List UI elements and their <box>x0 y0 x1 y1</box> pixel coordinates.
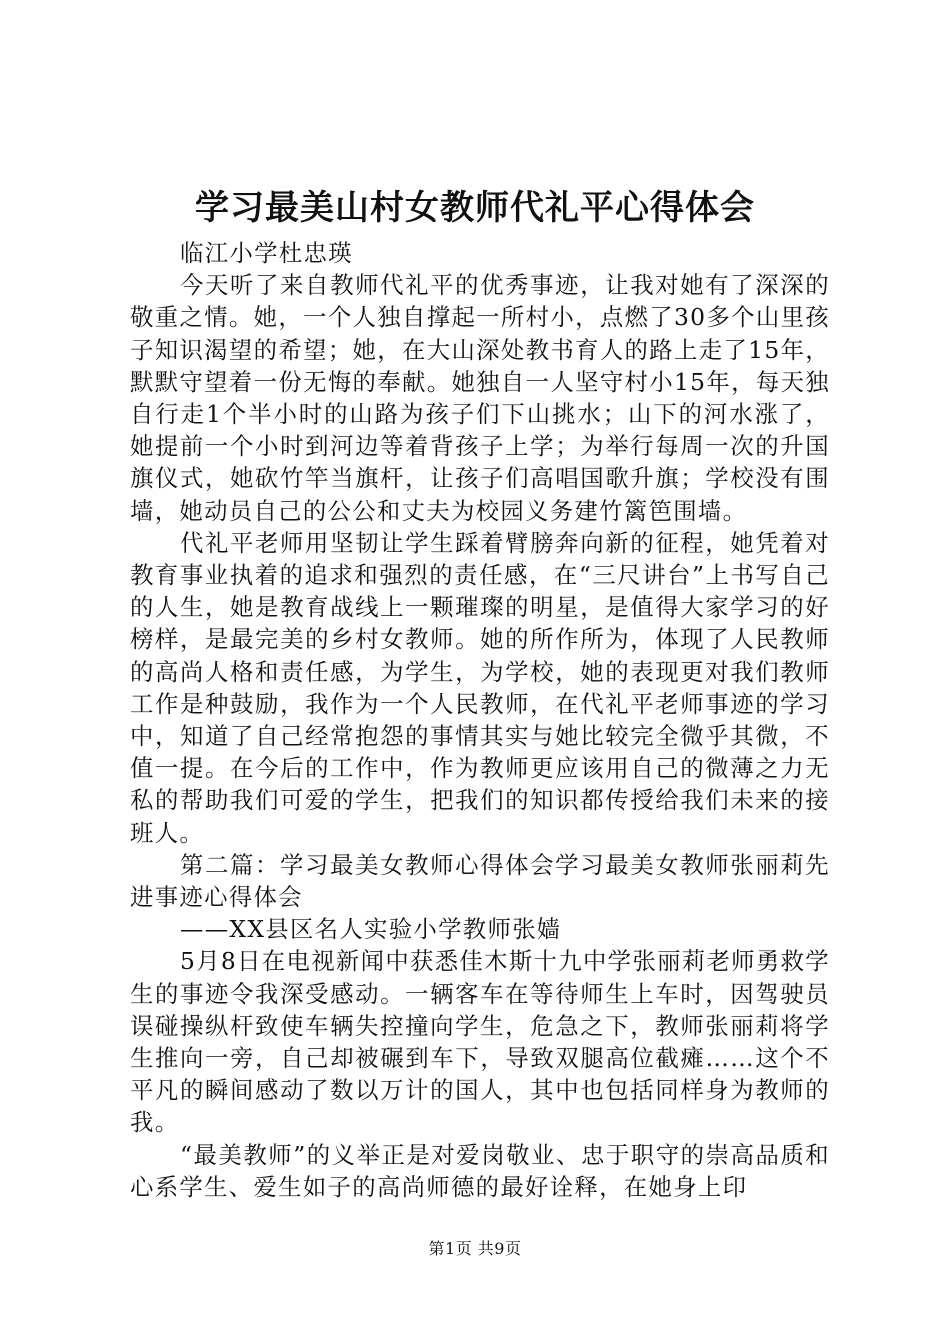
page-title: 学习最美山村女教师代礼平心得体会 <box>195 188 755 228</box>
author-line: ——XX县区名人实验小学教师张嫱 <box>180 915 562 944</box>
paragraph: 代礼平老师用坚韧让学生踩着臂膀奔向新的征程，她凭着对教育事业执着的追求和强烈的责任感，在“三尺讲台”上书写自己的人生，她是教育战线上一颗璀璨的明星，是值得大家学习的好榜样，是最完美的乡村女教师。她的所作所为，体现了人民教师的高尚人格和责任感，为学生，为学校，她的表现更对我们教师工作是种鼓励，我作为一个人民教师，在代礼平老师事迹的学习中，知道了自己经常抱怨的事情其实与她比较完全微乎其微，不值一提。在今后的工作中，作为教师更应该用自己的微薄之力无私的帮助我们可爱的学生，把我们的知识都传授给我们未来的接班人。 <box>130 528 830 847</box>
page-footer: 第1页 共9页 <box>428 1239 522 1258</box>
author-line: 临江小学杜忠瑛 <box>180 239 353 267</box>
paragraph: 今天听了来自教师代礼平的优秀事迹，让我对她有了深深的敬重之情。她，一个人独自撑起一所村小，点燃了30多个山里孩子知识渴望的希望；她，在大山深处教书育人的路上走了15年，默默守望着一份无悔的奉献。她独自一人坚守村小15年，每天独自行走1个半小时的山路为孩子们下山挑水；山下的河水涨了，她提前一个小时到河边等着背孩子上学；为举行每周一次的升国旗仪式，她砍竹竿当旗杆，让孩子们高唱国歌升旗；学校没有围墙，她动员自己的公公和丈夫为校园义务建竹篱笆围墙。 <box>130 271 830 525</box>
document-body <box>130 237 830 1203</box>
paragraph: 5月8日在电视新闻中获悉佳木斯十九中学张丽莉老师勇救学生的事迹令我深受感动。一辆客车在等待师生上车时，因驾驶员误碰操纵杆致使车辆失控撞向学生，危急之下，教师张丽莉将学生推向一旁，自己却被碾到车下，导致双腿高位截瘫……这个不平凡的瞬间感动了数以万计的国人，其中也包括同样身为教师的我。 <box>130 947 830 1137</box>
paragraph: “最美教师”的义举正是对爱岗敬业、忠于职守的崇高品质和心系学生、爱生如子的高尚师德的最好诠释，在她身上印 <box>130 1140 830 1201</box>
section-heading: 第二篇：学习最美女教师心得体会学习最美女教师张丽莉先进事迹心得体会 <box>130 850 830 912</box>
